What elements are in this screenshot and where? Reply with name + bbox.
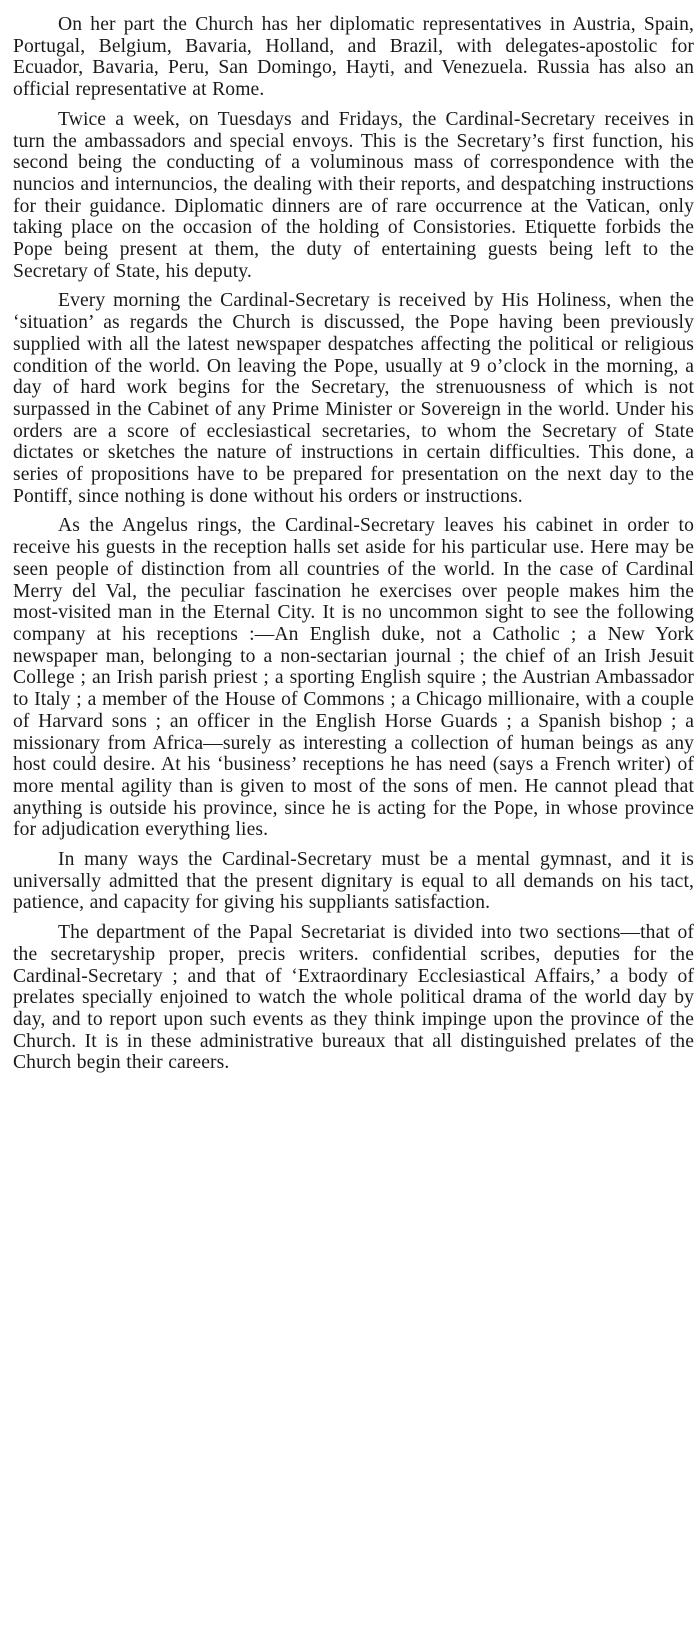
paragraph-diplomatic-representatives: On her part the Church has her diplomatic representatives in Austria, Spain, Portugal, Belgium, Bavaria, Holland, and Brazil, with delegates-apostolic for Ecuador, Bavaria, Peru, San Domingo, Hayti, and Venezuela. Russia has also an official representative at Rome. [13, 14, 694, 101]
paragraph-mental-gymnast: In many ways the Cardinal-Secretary must be a mental gymnast, and it is universally admitted that the present dignitary is equal to all demands on his tact, patience, and capacity for giving his suppliants satisfaction. [13, 849, 694, 914]
paragraph-secretariat-departments: The department of the Papal Secretariat is divided into two sections—that of the secretaryship proper, precis writers. confidential scribes, deputies for the Cardinal-Secretary ; and that of ‘Extraordinary Ecclesiastical Affairs,’ a body of prelates specially enjoined to watch the whole political drama of the world day by day, and to report upon such events as they think impinge upon the province of the Church. It is in these administrative bureaux that all distinguished prelates of the Church begin their careers. [13, 922, 694, 1074]
paragraph-angelus-receptions: As the Angelus rings, the Cardinal-Secretary leaves his cabinet in order to receive his guests in the reception halls set aside for his particular use. Here may be seen people of distinction from all countries of the world. In the case of Cardinal Merry del Val, the peculiar fascination he exercises over people makes him the most-visited man in the Eternal City. It is no uncommon sight to see the following company at his receptions :—An English duke, not a Catholic ; a New York newspaper man, belonging to a non-sectarian journal ; the chief of an Irish Jesuit College ; an Irish parish priest ; a sporting English squire ; the Austrian Ambassador to Italy ; a member of the House of Commons ; a Chicago millionaire, with a couple of Harvard sons ; an officer in the English Horse Guards ; a Spanish bishop ; a missionary from Africa—surely as interesting a collection of human beings as any host could desire. At his ‘business’ receptions he has need (says a French writer) of more mental agility than is given to most of the sons of men. He cannot plead that anything is outside his province, since he is acting for the Pope, in whose province for adjudication everything lies. [13, 515, 694, 841]
paragraph-morning-audience: Every morning the Cardinal-Secretary is received by His Holiness, when the ‘situation’ as regards the Church is discussed, the Pope having been previously supplied with all the latest newspaper despatches affecting the political or religious condition of the world. On leaving the Pope, usually at 9 o’clock in the morning, a day of hard work begins for the Secretary, the strenuousness of which is not surpassed in the Cabinet of any Prime Minister or Sovereign in the world. Under his orders are a score of ecclesiastical secretaries, to whom the Secretary of State dictates or sketches the nature of instructions in certain difficulties. This done, a series of propositions have to be prepared for presentation on the next day to the Pontiff, since nothing is done without his orders or instructions. [13, 290, 694, 507]
paragraph-weekly-receptions: Twice a week, on Tuesdays and Fridays, the Cardinal-Secretary receives in turn the ambassadors and special envoys. This is the Secretary’s first function, his second being the conducting of a voluminous mass of correspondence with the nuncios and internuncios, the dealing with their reports, and despatching instructions for their guidance. Diplomatic dinners are of rare occurrence at the Vatican, only taking place on the occasion of the holding of Consistories. Etiquette forbids the Pope being present at them, the duty of entertaining guests being left to the Secretary of State, his deputy. [13, 108, 694, 282]
